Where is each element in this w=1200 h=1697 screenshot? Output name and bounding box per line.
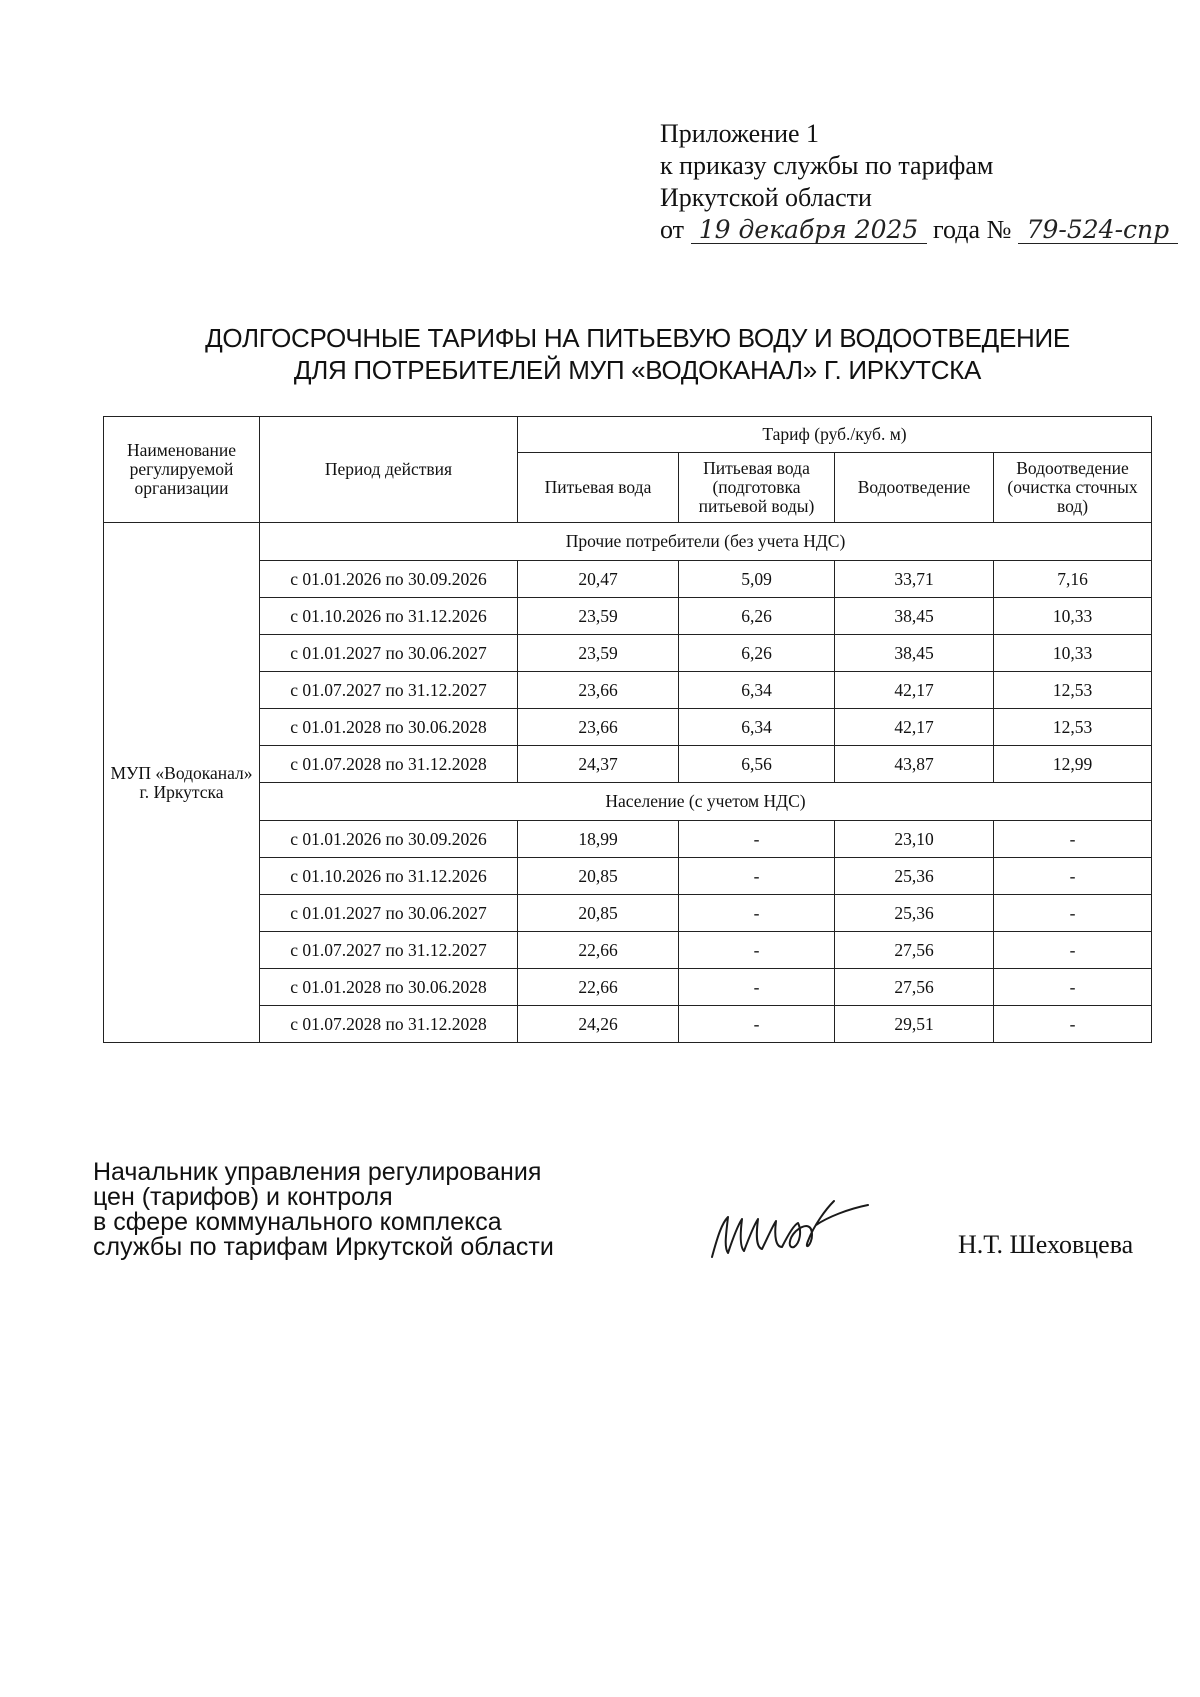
value-cell: 5,09 <box>679 561 835 598</box>
value-cell: 29,51 <box>835 1006 994 1043</box>
value-cell: - <box>994 932 1152 969</box>
value-cell: - <box>679 895 835 932</box>
table-row <box>104 598 1152 635</box>
value-cell: - <box>679 858 835 895</box>
value-cell: 10,33 <box>994 635 1152 672</box>
period-cell: с 01.10.2026 по 31.12.2026 <box>260 858 518 895</box>
header-tariff-group: Тариф (руб./куб. м) <box>518 417 1152 453</box>
value-cell: 43,87 <box>835 746 994 783</box>
value-cell: 23,59 <box>518 598 679 635</box>
value-cell: 27,56 <box>835 932 994 969</box>
value-cell: 24,26 <box>518 1006 679 1043</box>
period-cell: с 01.07.2027 по 31.12.2027 <box>260 932 518 969</box>
value-cell: - <box>679 1006 835 1043</box>
value-cell: 18,99 <box>518 821 679 858</box>
table-row <box>104 1006 1152 1043</box>
value-cell: 33,71 <box>835 561 994 598</box>
signer-position <box>93 1160 554 1260</box>
value-cell: 42,17 <box>835 709 994 746</box>
header-wastewater-treatment: Водоотведение (очистка сточных вод) <box>994 453 1152 523</box>
value-cell: 6,26 <box>679 598 835 635</box>
appendix-line-2: к приказу службы по тарифам <box>660 151 994 180</box>
group-label: Население (с учетом НДС) <box>260 783 1152 821</box>
value-cell: 23,10 <box>835 821 994 858</box>
value-cell: 23,66 <box>518 672 679 709</box>
value-cell: 20,47 <box>518 561 679 598</box>
value-cell: 22,66 <box>518 969 679 1006</box>
tariffs-table <box>103 416 1152 1043</box>
value-cell: 25,36 <box>835 895 994 932</box>
value-cell: - <box>679 932 835 969</box>
org-name-cell: МУП «Водоканал» г. Иркутска <box>104 523 260 1043</box>
value-cell: 10,33 <box>994 598 1152 635</box>
position-line-3: в сфере коммунального комплекса <box>93 1208 502 1236</box>
table-row <box>104 561 1152 598</box>
value-cell: 25,36 <box>835 858 994 895</box>
table-row <box>104 895 1152 932</box>
table-row <box>104 932 1152 969</box>
table-row <box>104 746 1152 783</box>
value-cell: - <box>994 858 1152 895</box>
header-drinking-water-prep: Питьевая вода (подготовка питьевой воды) <box>679 453 835 523</box>
value-cell: 6,34 <box>679 709 835 746</box>
period-cell: с 01.07.2028 по 31.12.2028 <box>260 746 518 783</box>
value-cell: 6,56 <box>679 746 835 783</box>
header-wastewater: Водоотведение <box>835 453 994 523</box>
value-cell: - <box>994 1006 1152 1043</box>
header-drinking-water: Питьевая вода <box>518 453 679 523</box>
period-cell: с 01.07.2027 по 31.12.2027 <box>260 672 518 709</box>
table-row <box>104 672 1152 709</box>
value-cell: - <box>679 969 835 1006</box>
period-cell: с 01.01.2028 по 30.06.2028 <box>260 709 518 746</box>
period-cell: с 01.01.2028 по 30.06.2028 <box>260 969 518 1006</box>
value-cell: - <box>994 821 1152 858</box>
title-line-2: ДЛЯ ПОТРЕБИТЕЛЕЙ МУП «ВОДОКАНАЛ» Г. ИРКУТСКА <box>293 355 982 385</box>
value-cell: 12,53 <box>994 672 1152 709</box>
value-cell: - <box>994 895 1152 932</box>
header-org: Наименование регулируемой организации <box>104 417 260 523</box>
value-cell: 38,45 <box>835 635 994 672</box>
value-cell: 12,99 <box>994 746 1152 783</box>
position-line-4: службы по тарифам Иркутской области <box>93 1233 554 1261</box>
value-cell: 42,17 <box>835 672 994 709</box>
value-cell: 20,85 <box>518 858 679 895</box>
handwritten-signature-icon <box>708 1195 908 1265</box>
value-cell: 24,37 <box>518 746 679 783</box>
value-cell: 27,56 <box>835 969 994 1006</box>
value-cell: 23,59 <box>518 635 679 672</box>
handwritten-date: 19 декабря 2025 <box>691 217 927 244</box>
table-row <box>104 969 1152 1006</box>
value-cell: 38,45 <box>835 598 994 635</box>
group-label: Прочие потребители (без учета НДС) <box>260 523 1152 561</box>
value-cell: 6,26 <box>679 635 835 672</box>
value-cell: 22,66 <box>518 932 679 969</box>
table-row <box>104 635 1152 672</box>
position-line-1: Начальник управления регулирования <box>93 1158 542 1186</box>
period-cell: с 01.01.2026 по 30.09.2026 <box>260 561 518 598</box>
appendix-line-1: Приложение 1 <box>660 119 820 148</box>
table-row <box>104 709 1152 746</box>
table-row <box>104 858 1152 895</box>
period-cell: с 01.01.2026 по 30.09.2026 <box>260 821 518 858</box>
table-row <box>104 821 1152 858</box>
value-cell: 20,85 <box>518 895 679 932</box>
period-cell: с 01.01.2027 по 30.06.2027 <box>260 635 518 672</box>
position-line-2: цен (тарифов) и контроля <box>93 1183 393 1211</box>
header-period: Период действия <box>260 417 518 523</box>
signer-name: Н.Т. Шеховцева <box>958 1230 1134 1259</box>
value-cell: 12,53 <box>994 709 1152 746</box>
from-label: от <box>660 215 685 244</box>
value-cell: - <box>994 969 1152 1006</box>
value-cell: - <box>679 821 835 858</box>
handwritten-order-number: 79-524-спр <box>1018 217 1178 244</box>
appendix-line-3: Иркутской области <box>660 183 872 212</box>
value-cell: 7,16 <box>994 561 1152 598</box>
period-cell: с 01.07.2028 по 31.12.2028 <box>260 1006 518 1043</box>
value-cell: 6,34 <box>679 672 835 709</box>
appendix-line-4 <box>660 214 1178 246</box>
period-cell: с 01.10.2026 по 31.12.2026 <box>260 598 518 635</box>
period-cell: с 01.01.2027 по 30.06.2027 <box>260 895 518 932</box>
title-line-1: ДОЛГОСРОЧНЫЕ ТАРИФЫ НА ПИТЬЕВУЮ ВОДУ И ВОДООТВЕДЕНИЕ <box>205 323 1070 353</box>
value-cell: 23,66 <box>518 709 679 746</box>
appendix-block <box>660 118 1178 246</box>
document-title <box>100 322 1175 386</box>
year-label: года № <box>933 215 1012 244</box>
